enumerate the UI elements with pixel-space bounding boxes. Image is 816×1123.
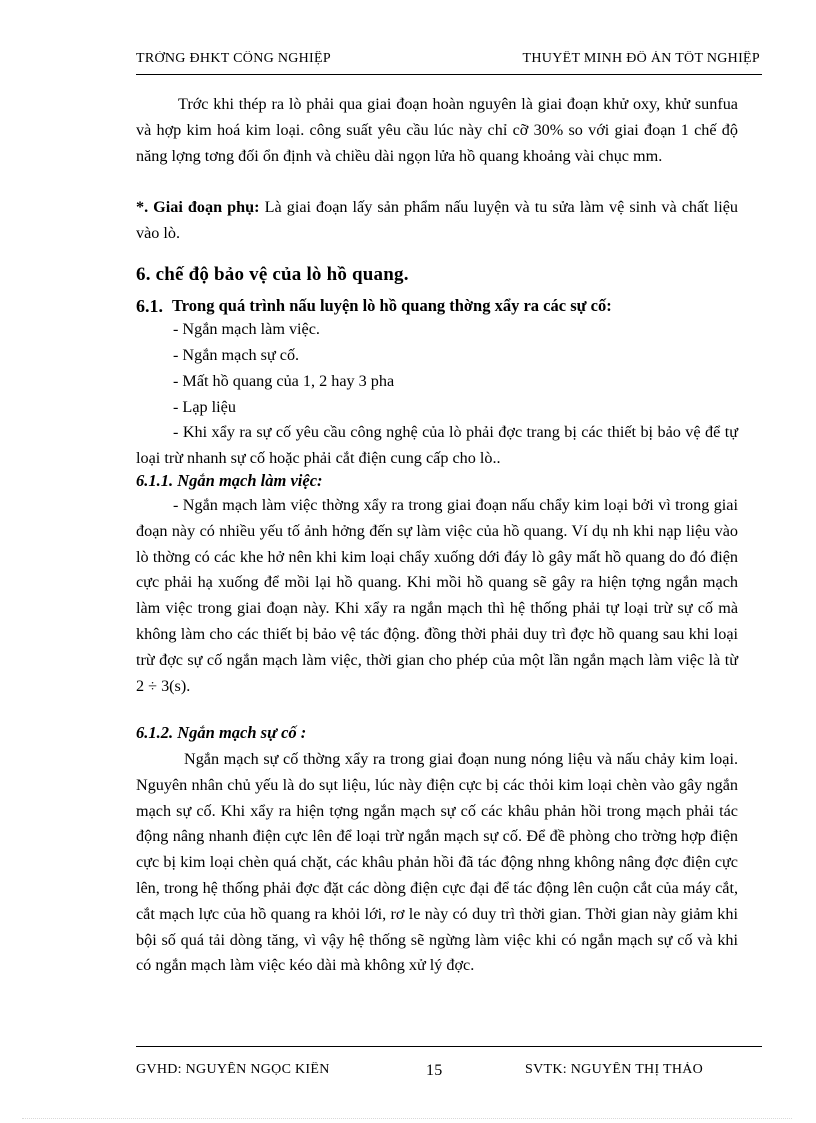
list-item: - Ngắn mạch sự cố. [173, 346, 300, 364]
section-6-heading: 6. chế độ bảo vệ của lò hồ quang. [136, 264, 409, 285]
auxiliary-stage-label: *. Giai đoạn phụ: [136, 198, 260, 216]
page-header [136, 51, 762, 73]
header-rule [136, 74, 762, 75]
section-6-1-1-paragraph [136, 493, 738, 699]
section-6-1-heading [136, 296, 612, 317]
section-6-1-2-paragraph [136, 747, 738, 979]
section-6-1-note-text: - Khi xẩy ra sự cố yêu cầu công nghệ của lò phải đợc trang bị các thiết bị bảo vệ để tự loại trừ nhanh sự cố hoặc phải cắt điện cung cấp cho lò.. [136, 423, 738, 467]
section-6-1-2-text: Ngắn mạch sự cố thờng xẩy ra trong giai đoạn nung nóng liệu và nấu chảy kim loại. Nguyên nhân chủ yếu là do sụt liệu, lúc này điện cực bị các thỏi kim loại chèn vào gây ngắn mạch sự cố. Khi xẩy ra hiện tợng ngắn mạch sự cố các khâu phản hồi trong mạch phải tác động nâng nhanh điện cực lên để loại trừ ngắn mạch sự cố. Để đề phòng cho trờng hợp điện cực bị kim loại chèn quá chặt, các khâu phản hồi đã tác động nhng không nâng đợc điện cực lên, trong hệ thống phải đợc đặt các dòng điện cực đại để tác động lên cuộn cắt của máy cắt, cắt mạch lực của hồ quang ra khỏi lới, rơ le này có duy trì thời gian. Thời gian này giảm khi bội số quá tải dòng tăng, vì vậy hệ thống sẽ ngừng làm việc khi có ngắn mạch sự cố và khi có ngắn mạch làm việc kéo dài mà không xử lý đợc. [136, 750, 738, 975]
page-number: 15 [426, 1062, 443, 1079]
intro-paragraph [136, 92, 738, 169]
section-6-1-number: 6.1. [136, 296, 163, 316]
section-6-1-1-text: - Ngắn mạch làm việc thờng xẩy ra trong giai đoạn nấu chẩy kim loại bởi vì trong giai đoạn này có nhiều yếu tố ảnh hởng đến sự làm việc của hồ quang. Ví dụ nh khi nạp liệu vào lò thờng có các khe hở nên khi kim loại chẩy xuống dới đáy lò gây mất hồ quang do đó điện cực phải hạ xuống để mồi lại hồ quang. Khi mồi hồ quang sẽ gây ra hiện tợng ngắn mạch làm việc trong giai đoạn này. Khi xẩy ra ngắn mạch thì hệ thống phải tự loại trừ sự cố mà không làm cho các thiết bị bảo vệ tác động. đồng thời phải duy trì đợc hồ quang sau khi loại trừ đợc sự cố ngắn mạch làm việc, thời gian cho phép của một lần ngắn mạch làm việc là từ 2 ÷ 3(s). [136, 496, 738, 695]
header-title: THUYẾT MINH ĐỒ ÁN TỐT NGHIỆP [522, 51, 760, 66]
section-6-1-note [136, 420, 738, 472]
page-footer [136, 1062, 762, 1080]
section-6-1-1-heading: 6.1.1. Ngắn mạch làm việc: [136, 471, 323, 490]
list-item: - Lạp liệu [173, 398, 236, 416]
section-6-1-title: Trong quá trình nấu luyện lò hồ quang thờng xẩy ra các sự cố: [172, 296, 612, 315]
footer-supervisor: GVHD: NGUYỄN NGỌC KIÊN [136, 1062, 330, 1077]
footer-student: SVTK: NGUYỄN THỊ THẢO [525, 1062, 704, 1077]
section-6-1-2-heading: 6.1.2. Ngắn mạch sự cố : [136, 723, 307, 742]
list-item: - Ngắn mạch làm việc. [173, 320, 320, 338]
auxiliary-stage-text: Là giai đoạn lấy sản phẩm nấu luyện và tu sửa làm vệ sinh và chất liệu vào lò. [136, 198, 738, 242]
header-school: TRỜNG ĐHKT CÔNG NGHIỆP [136, 51, 331, 66]
page-edge-dots [22, 1118, 792, 1119]
footer-rule [136, 1046, 762, 1047]
list-item: - Mất hồ quang của 1, 2 hay 3 pha [173, 372, 395, 390]
intro-paragraph-text: Trớc khi thép ra lò phải qua giai đoạn hoàn nguyên là giai đoạn khử oxy, khử sunfua và hợp kim hoá kim loại. công suất yêu cầu lúc này chỉ cỡ 30% so với giai đoạn 1 chế độ năng lợng tơng đối ổn định và chiều dài ngọn lửa hồ quang khoảng vài chục mm. [136, 95, 738, 165]
auxiliary-stage-paragraph [136, 195, 738, 247]
